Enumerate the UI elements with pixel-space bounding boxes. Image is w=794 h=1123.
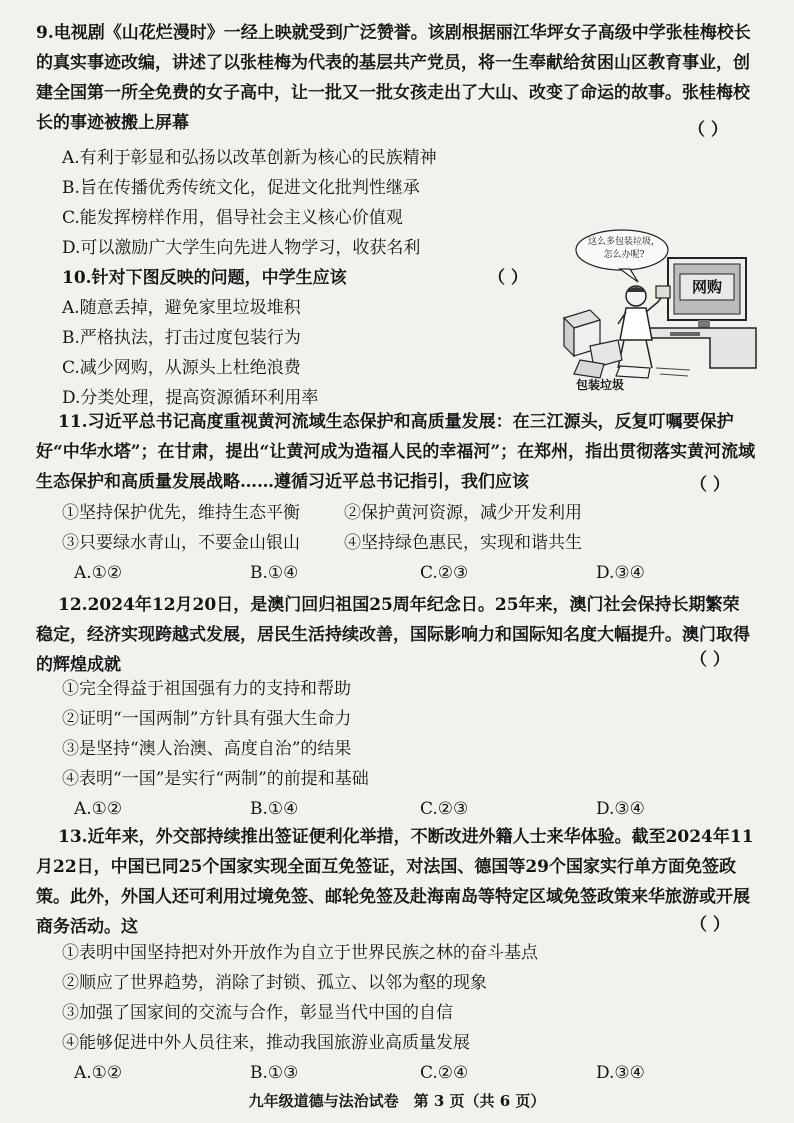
cartoon-screen-text: 网购 [691, 278, 722, 296]
question-9-option-c: C.能发挥榜样作用，倡导社会主义核心价值观 [62, 208, 403, 228]
page-footer: 九年级道德与法治试卷 第 3 页（共 6 页） [248, 1092, 546, 1110]
question-10-option-c: C.减少网购，从源头上杜绝浪费 [62, 358, 301, 378]
question-13-item-4: ④能够促进中外人员往来，推动我国旅游业高质量发展 [62, 1033, 470, 1053]
question-12-item-1: ①完全得益于祖国强有力的支持和帮助 [62, 679, 351, 699]
question-9-option-d: D.可以激励广大学生向先进人物学习，收获名利 [62, 238, 421, 258]
question-10-answer-bracket: （ ） [488, 268, 528, 288]
question-10-option-b: B.严格执法，打击过度包装行为 [62, 328, 301, 348]
question-11-choice-a: A.①② [74, 563, 123, 583]
question-11-item-1: ①坚持保护优先，维持生态平衡 [62, 503, 300, 523]
question-13-answer-bracket: （ ） [690, 915, 730, 935]
question-10-stem: 10.针对下图反映的问题，中学生应该 [62, 268, 347, 288]
question-10-option-d: D.分类处理，提高资源循环利用率 [62, 388, 319, 408]
question-9-option-b: B.旨在传播优秀传统文化，促进文化批判性继承 [62, 178, 420, 198]
question-11-item-4: ④坚持绿色惠民，实现和谐共生 [344, 533, 582, 553]
question-12-choice-a: A.①② [74, 799, 123, 819]
question-13-item-1: ①表明中国坚持把对外开放作为自立于世界民族之林的奋斗基点 [62, 943, 538, 963]
question-11-choice-c: C.②③ [420, 563, 469, 583]
question-13-choice-c: C.②④ [420, 1063, 469, 1083]
question-12-item-4: ④表明“一国”是实行“两制”的前提和基础 [62, 769, 369, 789]
question-13-stem: 13.近年来，外交部持续推出签证便利化举措，不断改进外籍人士来华体验。截至2024年11月22日，中国已同25个国家实现全面互免签证，对法国、德国等29个国家实行单方面免签政策。此外，外国人还可利用过境免签、邮轮免签及赴海南岛等特定区域免签政策来华旅游或开展商务活动。这 [36, 827, 754, 937]
question-12-item-3: ③是坚持“澳人治澳、高度自治”的结果 [62, 739, 352, 759]
question-13-choice-a: A.①② [74, 1063, 123, 1083]
question-9-answer-bracket: （ ） [688, 120, 728, 140]
question-12-stem: 12.2024年12月20日，是澳门回归祖国25周年纪念日。25年来，澳门社会保持长期繁荣稳定，经济实现跨越式发展，居民生活持续改善，国际影响力和国际知名度大幅提升。澳门取得的辉煌成就 [36, 595, 750, 675]
question-10-option-a: A.随意丢掉，避免家里垃圾堆积 [62, 298, 301, 318]
question-12-item-2: ②证明“一国两制”方针具有强大生命力 [62, 709, 352, 729]
question-9-option-a: A.有利于彰显和弘扬以改革创新为核心的民族精神 [62, 148, 437, 168]
question-12-choice-d: D.③④ [596, 799, 645, 819]
question-9-stem: 9.电视剧《山花烂漫时》一经上映就受到广泛赞誉。该剧根据丽江华坪女子高级中学张桂梅校长的真实事迹改编，讲述了以张桂梅为代表的基层共产党员，将一生奉献给贫困山区教育事业，创建全国第一所全免费的女子高中，让一批又一批女孩走出了大山、改变了命运的故事。张桂梅校长的事迹被搬上屏幕 [36, 23, 751, 133]
question-12-choice-c: C.②③ [420, 799, 469, 819]
cartoon-speech-text: 这么多包装垃圾，怎么办呢? [587, 237, 660, 260]
packaging-waste-cartoon [560, 228, 760, 398]
question-12-answer-bracket: （ ） [690, 650, 730, 670]
question-12-choice-b: B.①④ [250, 799, 299, 819]
question-11-choice-b: B.①④ [250, 563, 299, 583]
question-11-item-3: ③只要绿水青山，不要金山银山 [62, 533, 300, 553]
question-13-item-2: ②顺应了世界趋势，消除了封锁、孤立、以邻为壑的现象 [62, 973, 487, 993]
question-11-item-2: ②保护黄河资源，减少开发利用 [344, 503, 582, 523]
question-13-choice-b: B.①③ [250, 1063, 299, 1083]
cartoon-caption: 包装垃圾 [576, 378, 625, 392]
question-11-answer-bracket: （ ） [690, 475, 730, 495]
question-13-item-3: ③加强了国家间的交流与合作，彰显当代中国的自信 [62, 1003, 453, 1023]
question-11-stem: 11.习近平总书记高度重视黄河流域生态保护和高质量发展：在三江源头，反复叮嘱要保护好“中华水塔”；在甘肃，提出“让黄河成为造福人民的幸福河”；在郑州，指出贯彻落实黄河流域生态保护和高质量发展战略……遵循习近平总书记指引，我们应该 [36, 412, 756, 492]
question-11-choice-d: D.③④ [596, 563, 645, 583]
question-13-choice-d: D.③④ [596, 1063, 645, 1083]
